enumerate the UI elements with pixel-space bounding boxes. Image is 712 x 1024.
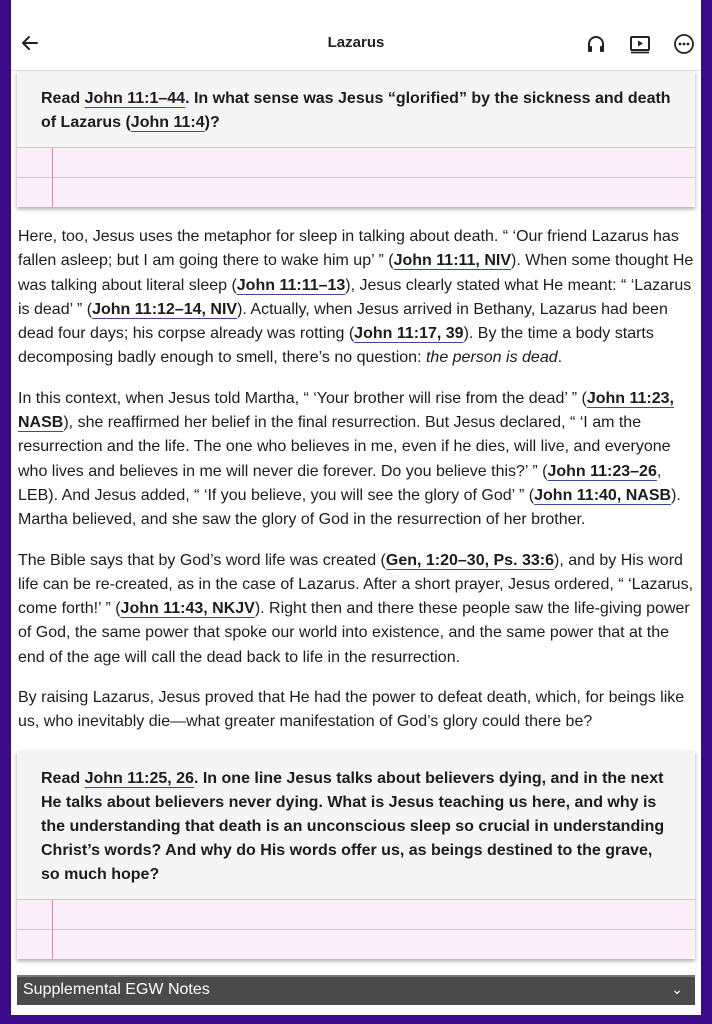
answer-input-2[interactable] — [17, 899, 695, 959]
scripture-link[interactable]: John 11:11–13 — [236, 276, 346, 294]
supplemental-notes-toggle[interactable] — [17, 975, 695, 1005]
text: ). When some thought He was talking about literal sleep ( — [18, 252, 694, 294]
question-text-1 — [17, 71, 695, 147]
play-screen-icon — [628, 32, 652, 56]
text: ), she reaffirmed her belief in the final resurrection. But Jesus declared, “ ‘I am the resurrection and the life. The one who believes in me, even if he dies, will live, and everyone who lives and believes in me will never die forever. Do you believe this?’ ” ( — [18, 414, 671, 480]
scripture-link[interactable]: John 11:40, NASB — [534, 486, 672, 504]
paragraph-1 — [18, 225, 694, 371]
scripture-link[interactable]: John 11:1–44 — [84, 90, 186, 107]
question-read-label: Read — [41, 90, 85, 107]
text: ), Jesus clearly stated what He meant: “ ‘Lazarus is dead’ ” ( — [18, 276, 692, 318]
scripture-link[interactable]: John 11:23–26 — [547, 462, 657, 480]
margin-line — [52, 900, 53, 959]
question-text-2 — [17, 751, 695, 899]
question-text: . In one line Jesus talks about believers dying, and in the next He talks about believers never dying. What is Jesus teaching us here, and why is the understanding that death is an unconscious sleep so crucial in understanding Christ’s words? And why do His words offer us, as beings destined to the grave, so much hope? — [41, 769, 665, 883]
answer-input-1[interactable] — [17, 147, 695, 207]
question-text: . In what sense was Jesus “glorified” by the sickness and death of Lazarus ( — [41, 90, 671, 131]
chevron-down-icon: ⌄ — [671, 981, 683, 997]
scripture-link[interactable]: Gen, 1:20–30, Ps. 33:6 — [385, 551, 554, 569]
status-bar — [11, 0, 701, 14]
question-card-2 — [17, 751, 695, 959]
text: ). Actually, when Jesus arrived in Bethany, Lazarus had been dead four days; his corpse already was rotting ( — [18, 300, 668, 343]
text: Here, too, Jesus uses the metaphor for sleep in talking about death. “ ‘Our friend Lazarus has fallen asleep; but I am going there to wake him up’ ” ( — [18, 228, 679, 270]
text: In this context, when Jesus told Martha, “ ‘Your brother will rise from the dead’ ” ( — [18, 389, 587, 407]
question-card-1 — [17, 71, 695, 207]
question-text: )? — [204, 114, 220, 131]
page-title: Lazarus — [327, 34, 385, 51]
scripture-link[interactable]: John 11:43, NKJV — [120, 600, 255, 618]
text: ), and by His word life can be re-created, as in the case of Lazarus. After a short prayer, Jesus ordered, “ ‘Lazarus, come forth!’ ” ( — [18, 551, 694, 618]
scripture-link[interactable]: John 11:11, NIV — [393, 252, 511, 270]
answer-line — [17, 178, 695, 207]
answer-line — [17, 148, 695, 178]
audio-button[interactable] — [584, 32, 608, 56]
scripture-link[interactable]: John 11:17, 39 — [354, 325, 464, 343]
text: ). By the time a body starts decomposing badly enough to smell, there’s no question: — [18, 325, 654, 367]
headphones-icon — [584, 32, 608, 56]
emphasis-text: the person is dead — [425, 349, 558, 367]
text: ). Right then and there these people saw the life-giving power of God, the same power that spoke our world into existence, and the same power that at the end of the age will call the dead back to life in the resurrection. — [18, 600, 690, 666]
more-options-icon — [672, 32, 696, 56]
supplemental-notes-label: Supplemental EGW Notes — [23, 981, 210, 998]
answer-line — [17, 900, 695, 930]
scripture-link[interactable]: John 11:25, 26 — [84, 769, 194, 787]
margin-line — [52, 148, 53, 207]
scripture-link[interactable]: John 11:23, NASB — [18, 389, 674, 432]
text: ). Martha believed, and she saw the glory of God in the resurrection of her brother. — [18, 486, 681, 529]
top-bar — [11, 14, 701, 71]
text: . — [557, 349, 563, 367]
paragraph-3 — [18, 549, 694, 670]
paragraph-4 — [18, 686, 694, 735]
scripture-link[interactable]: John 11:4 — [130, 114, 205, 131]
scripture-link[interactable]: John 11:12–14, NIV — [92, 300, 238, 318]
text: The Bible says that by God’s word life was created ( — [18, 551, 386, 569]
text: , LEB). And Jesus added, “ ‘If you believe, you will see the glory of God’ ” ( — [18, 462, 662, 504]
answer-line — [17, 930, 695, 959]
lesson-body — [11, 225, 701, 735]
question-read-label: Read — [41, 769, 85, 787]
video-button[interactable] — [628, 32, 652, 56]
text: By raising Lazarus, Jesus proved that He had the power to defeat death, which, for beings like us, who inevitably die—what greater manifestation of God’s glory could there be? — [18, 689, 685, 731]
app-window — [11, 0, 701, 1015]
paragraph-2 — [18, 387, 694, 533]
more-button[interactable] — [672, 32, 696, 56]
